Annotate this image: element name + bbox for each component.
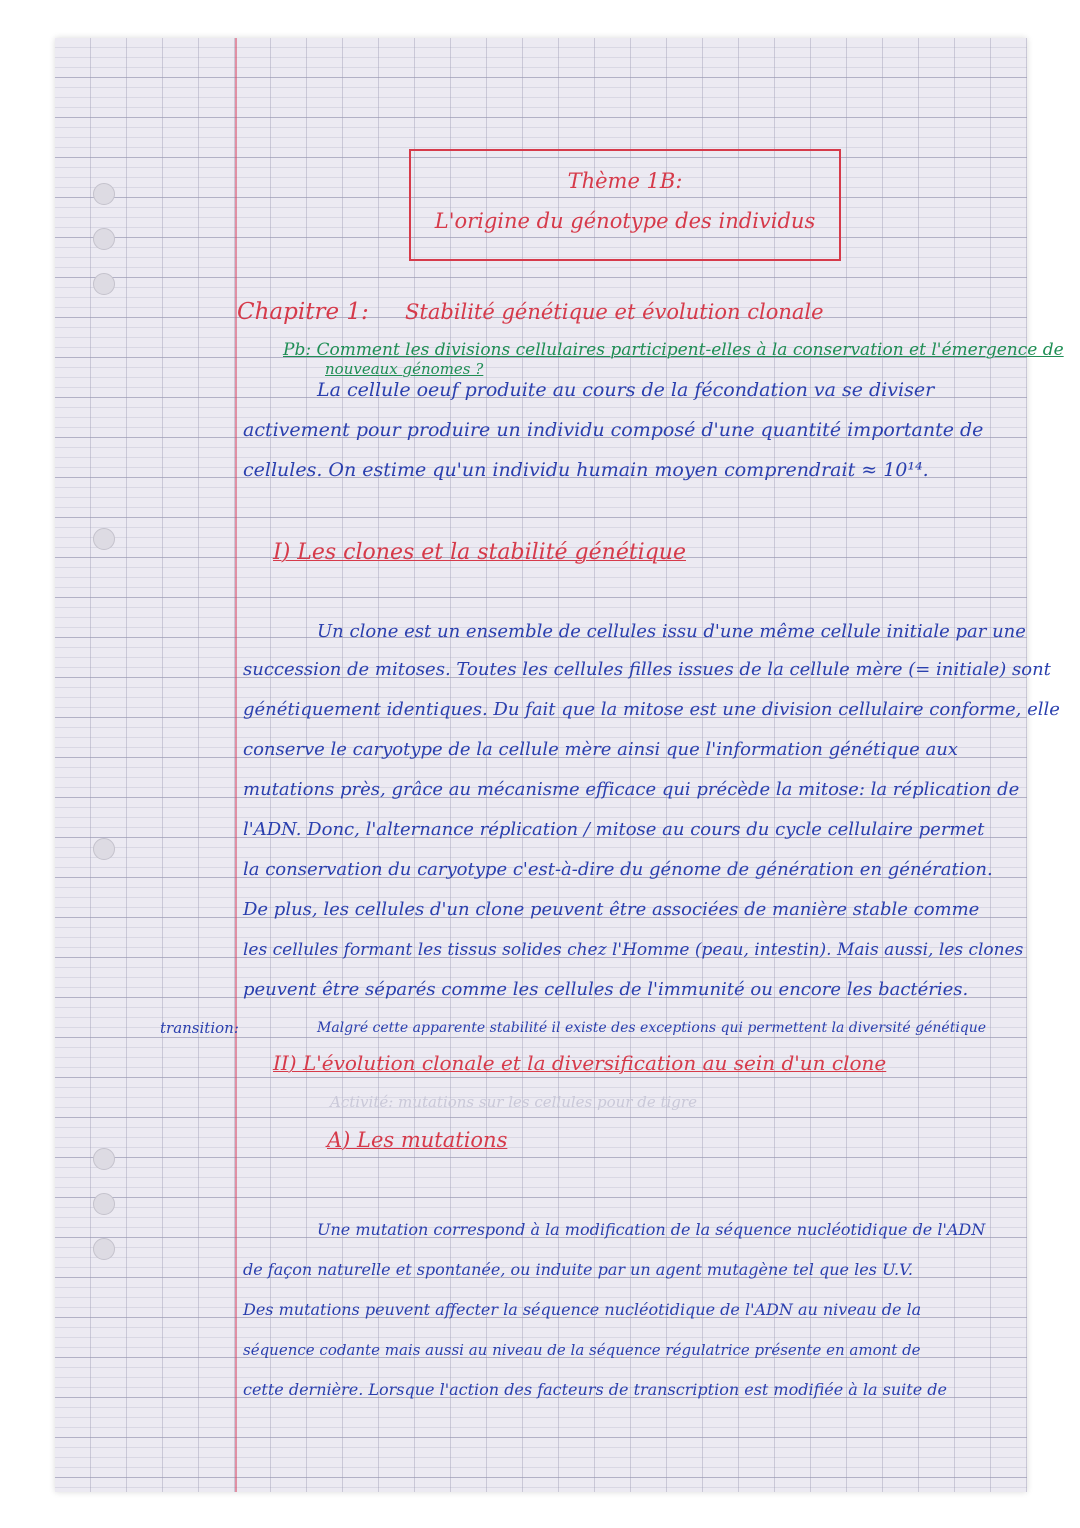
margin-note: transition: — [160, 1019, 239, 1037]
s1-line-3: génétiquement identiques. Du fait que la mitose est une division cellulaire conforme, elle — [243, 699, 1060, 720]
notebook-page — [55, 38, 1064, 1492]
sa-line-2: de façon naturelle et spontanée, ou induite par un agent mutagène tel que les U.V. — [243, 1260, 913, 1279]
intro-line-1: La cellule oeuf produite au cours de la fécondation va se diviser — [317, 379, 935, 401]
sa-line-3: Des mutations peuvent affecter la séquence nucléotidique de l'ADN au niveau de la — [243, 1300, 922, 1319]
s1-line-4: conserve le caryotype de la cellule mère ainsi que l'information génétique aux — [243, 739, 958, 760]
s1-line-10: peuvent être séparés comme les cellules de l'immunité ou encore les bactéries. — [243, 979, 969, 1000]
intro-line-3: cellules. On estime qu'un individu humain moyen comprendrait ≈ 10¹⁴. — [243, 459, 929, 481]
s1-line-7: la conservation du caryotype c'est-à-dire du génome de génération en génération. — [243, 859, 993, 880]
s1-line-9: les cellules formant les tissus solides chez l'Homme (peau, intestin). Mais aussi, les clones — [243, 940, 1024, 960]
chapter-label: Chapitre 1: — [237, 299, 369, 325]
title-line-2: L'origine du génotype des individus — [434, 209, 816, 233]
problem-line-1: Pb: Comment les divisions cellulaires participent-elles à la conservation et l'émergence de — [283, 340, 1064, 360]
s1-line-2: succession de mitoses. Toutes les cellules filles issues de la cellule mère (= initiale) sont — [243, 659, 1051, 680]
title-box — [409, 149, 841, 261]
title-line-1: Thème 1B: — [567, 169, 683, 193]
transition-line: Malgré cette apparente stabilité il existe des exceptions qui permettent la diversité génétique — [317, 1020, 987, 1036]
problem-line-2: nouveaux génomes ? — [325, 360, 484, 378]
chapter-heading: Stabilité génétique et évolution clonale — [405, 300, 824, 324]
s1-line-6: l'ADN. Donc, l'alternance réplication / mitose au cours du cycle cellulaire permet — [243, 819, 985, 840]
subsection-a-heading: A) Les mutations — [327, 1128, 508, 1152]
s1-line-1: Un clone est un ensemble de cellules issu d'une même cellule initiale par une — [317, 621, 1026, 642]
section-2-heading: II) L'évolution clonale et la diversification au sein d'un clone — [273, 1051, 887, 1075]
sa-line-1: Une mutation correspond à la modification de la séquence nucléotidique de l'ADN — [317, 1220, 986, 1239]
section-1-heading: I) Les clones et la stabilité génétique — [273, 540, 686, 565]
s1-line-5: mutations près, grâce au mécanisme efficace qui précède la mitose: la réplication de — [243, 779, 1020, 800]
sa-line-5: cette dernière. Lorsque l'action des facteurs de transcription est modifiée à la suite de — [243, 1380, 947, 1399]
s1-line-8: De plus, les cellules d'un clone peuvent être associées de manière stable comme — [243, 899, 980, 920]
intro-line-2: activement pour produire un individu composé d'une quantité importante de — [243, 419, 984, 441]
handwritten-notes — [55, 38, 1064, 1492]
sa-line-4: séquence codante mais aussi au niveau de la séquence régulatrice présente en amont de — [243, 1341, 921, 1359]
faint-activity-line: Activité: mutations sur les cellules pour de tigre — [330, 1093, 697, 1111]
